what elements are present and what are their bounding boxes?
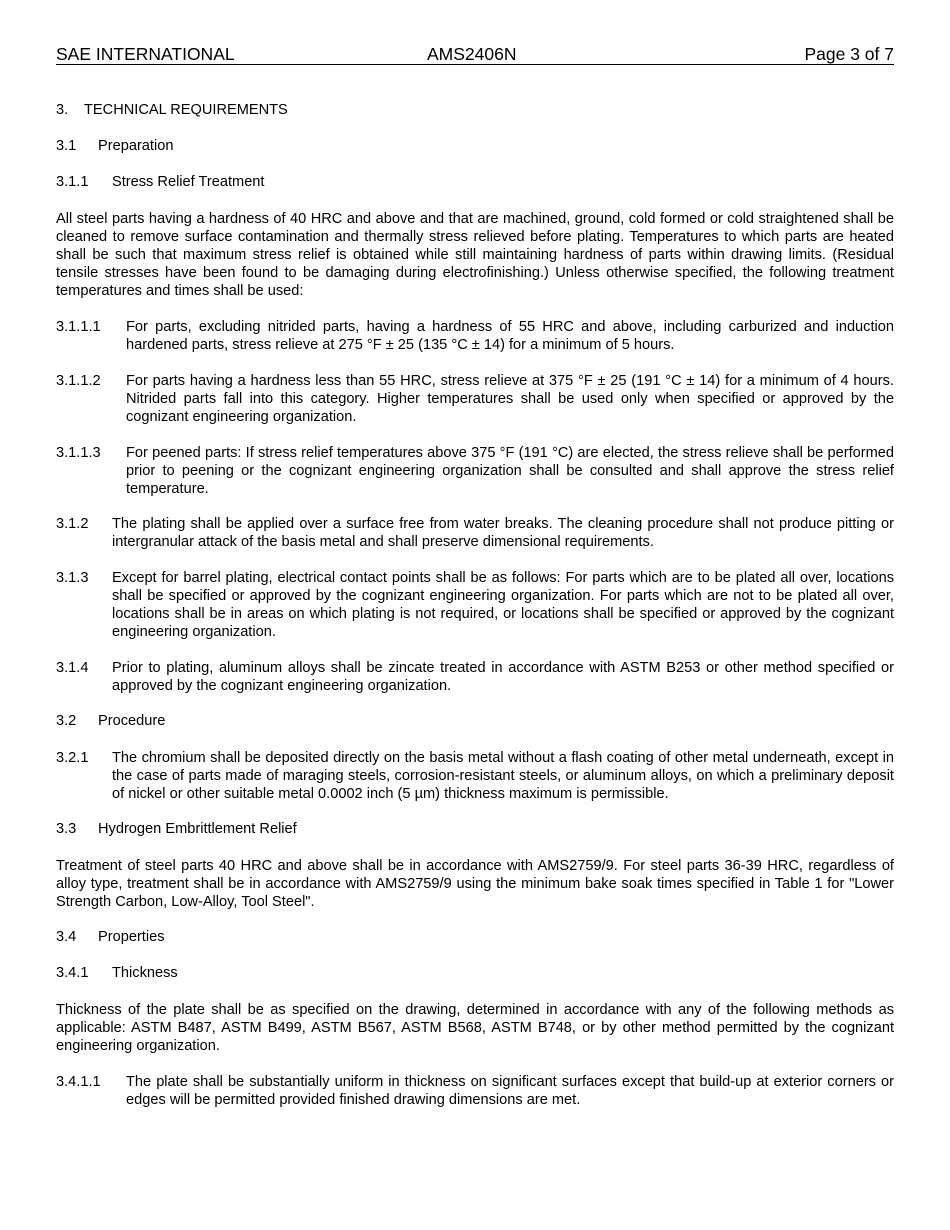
clause-3-4-1-1 (56, 1073, 894, 1109)
clause-3-1-3 (56, 569, 894, 641)
clause-number: 3.1.2 (56, 516, 89, 532)
section-number: 3.3 (56, 821, 77, 837)
section-title: Hydrogen Embrittlement Relief (98, 821, 297, 837)
clause-number: 3.1.1.1 (56, 319, 101, 335)
section-heading-3-1-1 (56, 173, 894, 191)
section-number: 3.4.1 (56, 965, 89, 981)
clause-text: For peened parts: If stress relief temperatures above 375 °F (191 °C) are elected, the stress relieve shall be performed prior to peening or the cognizant engineering organization shall be consulted and shall approve the stress relief temperature. (126, 445, 894, 497)
section-title: Preparation (98, 138, 174, 154)
clause-number: 3.1.3 (56, 570, 89, 586)
section-number: 3.4 (56, 929, 77, 945)
section-number: 3. (56, 102, 69, 118)
header-page-number: Page 3 of 7 (804, 44, 894, 64)
clause-3-1-2 (56, 515, 894, 551)
clause-text: Except for barrel plating, electrical contact points shall be as follows: For parts which are to be plated all over, locations shall be specified or approved by the cognizant engineering organization. For parts which are not to be plated all over, locations shall be in areas on which plating is not required, or locations shall be specified or approved by the cognizant engineering organization. (112, 570, 894, 640)
clause-number: 3.2.1 (56, 750, 89, 766)
clause-number: 3.1.4 (56, 660, 89, 676)
section-title: TECHNICAL REQUIREMENTS (84, 102, 288, 118)
clause-text: For parts having a hardness less than 55 HRC, stress relieve at 375 °F ± 25 (191 °C ± 14) for a minimum of 4 hours. Nitrided parts fall into this category. Higher temperatures shall be used only when specified or approved by the cognizant engineering organization. (126, 373, 894, 425)
page-header (56, 44, 894, 65)
section-heading-3-4 (56, 928, 894, 946)
paragraph-stress-relief: All steel parts having a hardness of 40 HRC and above and that are machined, ground, cold formed or cold straightened shall be cleaned to remove surface contamination and thermally stress relieved before plating. Temperatures to which parts are heated shall be such that maximum stress relief is obtained while still maintaining hardness of parts within drawing limits. (Residual tensile stresses have been found to be damaging during electrofinishing.) Unless otherwise specified, the following treatment temperatures and times shall be used: (56, 211, 894, 299)
clause-text: Prior to plating, aluminum alloys shall be zincate treated in accordance with ASTM B253 or other method specified or approved by the cognizant engineering organization. (112, 660, 894, 694)
clause-text: The plating shall be applied over a surface free from water breaks. The cleaning procedure shall not produce pitting or intergranular attack of the basis metal and shall preserve dimensional requirements. (112, 516, 894, 550)
clause-number: 3.1.1.2 (56, 373, 101, 389)
section-heading-3 (56, 101, 894, 119)
section-title: Stress Relief Treatment (112, 174, 265, 190)
section-title: Thickness (112, 965, 178, 981)
clause-number: 3.4.1.1 (56, 1074, 101, 1090)
clause-text: The plate shall be substantially uniform in thickness on significant surfaces except that build-up at exterior corners or edges will be permitted provided finished drawing dimensions are met. (126, 1074, 894, 1108)
section-heading-3-4-1 (56, 964, 894, 982)
header-organization: SAE INTERNATIONAL (56, 44, 235, 64)
section-number: 3.2 (56, 713, 77, 729)
section-number: 3.1.1 (56, 174, 89, 190)
header-document-number: AMS2406N (427, 44, 517, 64)
clause-3-1-4 (56, 659, 894, 695)
section-heading-3-3 (56, 820, 894, 838)
paragraph-hydrogen-embrittlement: Treatment of steel parts 40 HRC and above shall be in accordance with AMS2759/9. For steel parts 36-39 HRC, regardless of alloy type, treatment shall be in accordance with AMS2759/9 using the minimum bake soak times specified in Table 1 for "Lower Strength Carbon, Low-Alloy, Tool Steel". (56, 858, 894, 910)
clause-3-1-1-1 (56, 318, 894, 354)
section-heading-3-2 (56, 712, 894, 730)
clause-text: The chromium shall be deposited directly on the basis metal without a flash coating of other metal underneath, except in the case of parts made of maraging steels, corrosion-resistant steels, or aluminum alloys, on which a preliminary deposit of nickel or other suitable metal 0.0002 inch (5 µm) thickness maximum is permissible. (112, 750, 894, 802)
paragraph-thickness: Thickness of the plate shall be as specified on the drawing, determined in accordance with any of the following methods as applicable: ASTM B487, ASTM B499, ASTM B567, ASTM B568, ASTM B748, or by other method permitted by the cognizant engineering organization. (56, 1002, 894, 1054)
section-number: 3.1 (56, 138, 77, 154)
section-heading-3-1 (56, 137, 894, 155)
clause-3-2-1 (56, 749, 894, 803)
clause-number: 3.1.1.3 (56, 445, 101, 461)
clause-text: For parts, excluding nitrided parts, having a hardness of 55 HRC and above, including carburized and induction hardened parts, stress relieve at 275 °F ± 25 (135 °C ± 14) for a minimum of 5 hours. (126, 319, 894, 353)
section-title: Properties (98, 929, 165, 945)
clause-3-1-1-3 (56, 444, 894, 498)
section-title: Procedure (98, 713, 166, 729)
clause-3-1-1-2 (56, 372, 894, 426)
